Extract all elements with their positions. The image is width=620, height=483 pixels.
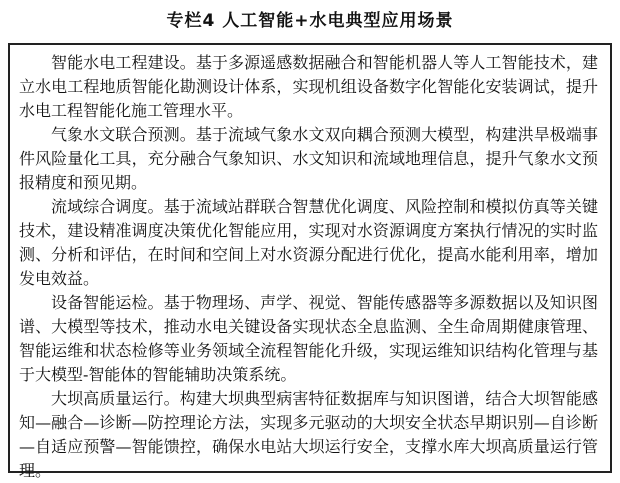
section-intelligent-construction — [19, 51, 598, 123]
content-box — [8, 43, 612, 480]
section-body: 构建大坝典型病害特征数据库与知识图谱，结合大坝智能感知—融合—诊断—防控理论方法，实现多元驱动的大坝安全状态早期识别—自诊断—自适应预警—智能馈控，确保水电站大坝运行安全，支撑水库大坝高质量运行管理。 — [19, 389, 598, 480]
section-equipment-inspection — [19, 291, 598, 387]
section-heading: 大坝高质量运行。 — [51, 389, 180, 408]
section-weather-hydrology — [19, 123, 598, 195]
section-heading: 设备智能运检。 — [51, 293, 164, 312]
section-heading: 流域综合调度。 — [51, 197, 164, 216]
section-heading: 气象水文联合预测。 — [51, 125, 196, 144]
section-body: 基于流域站群联合智慧优化调度、风险控制和模拟仿真等关键技术，建设精准调度决策优化智能应用，实现对水资源调度方案执行情况的实时监测、分析和评估，在时间和空间上对水资源分配进行优化，提高水能利用率，增加发电效益。 — [19, 197, 598, 288]
section-body: 基于多源遥感数据融合和智能机器人等人工智能技术，建立水电工程地质智能化勘测设计体系，实现机组设备数字化智能化安装调试，提升水电工程智能化施工管理水平。 — [19, 53, 598, 120]
section-body: 基于物理场、声学、视觉、智能传感器等多源数据以及知识图谱、大模型等技术，推动水电关键设备实现状态全息监测、全生命周期健康管理、智能运维和状态检修等业务领域全流程智能化升级，实现运维知识结构化管理与基于大模型-智能体的智能辅助决策系统。 — [19, 293, 598, 384]
section-dam-operation — [19, 387, 598, 483]
column-title: 专栏4 人工智能+水电典型应用场景 — [166, 11, 454, 31]
section-heading: 智能水电工程建设。 — [51, 53, 196, 72]
section-body: 基于流域气象水文双向耦合预测大模型，构建洪旱极端事件风险量化工具，充分融合气象知识、水文知识和流域地理信息，提升气象水文预报精度和预见期。 — [19, 125, 598, 192]
section-basin-dispatch — [19, 195, 598, 291]
